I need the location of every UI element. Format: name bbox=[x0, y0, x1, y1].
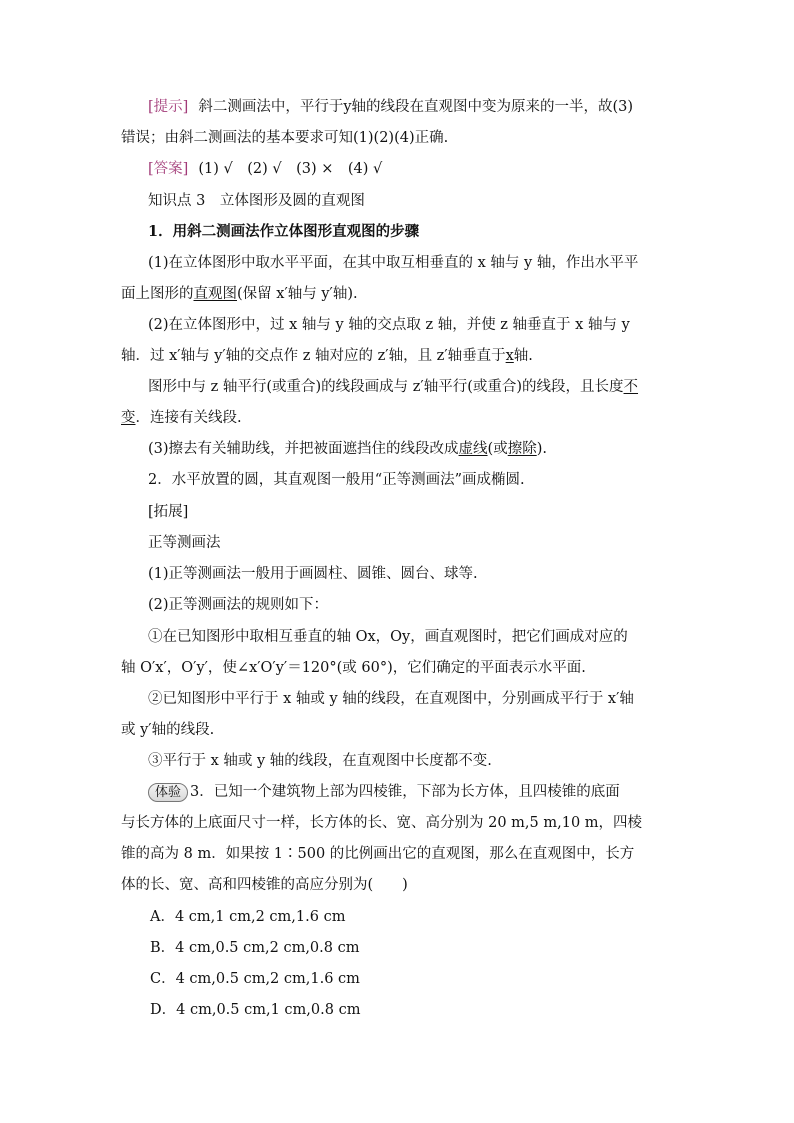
step1-p1-text-end: (保留 x′轴与 y′轴). bbox=[237, 286, 358, 302]
hint-label: [提示] bbox=[148, 99, 189, 115]
exercise-badge: 体验 bbox=[148, 783, 188, 802]
step1-p2-text-end: 轴. bbox=[513, 348, 533, 364]
extend-item-1-line2: 轴 O′x′，O′y′，使∠x′O′y′＝120°(或 60°)，它们确定的平面表示水平面. bbox=[121, 660, 586, 676]
answer-line bbox=[148, 159, 382, 179]
step1-p1-line1: (1)在立体图形中取水平平面，在其中取互相垂直的 x 轴与 y 轴，作出水平平 bbox=[148, 255, 639, 271]
extend-rule-1: (1)正等测画法一般用于画圆柱、圆锥、圆台、球等. bbox=[148, 566, 478, 582]
step1-p2-line2 bbox=[121, 346, 533, 366]
exercise-line-1 bbox=[148, 782, 620, 802]
option-b: B．4 cm,0.5 cm,2 cm,0.8 cm bbox=[150, 940, 360, 956]
exercise-line-4: 体的长、宽、高和四棱锥的高应分别为( ) bbox=[121, 877, 408, 893]
hint-line-1 bbox=[148, 97, 633, 117]
underlined-term: 虚线 bbox=[458, 441, 488, 457]
extend-label: [拓展] bbox=[148, 504, 189, 520]
underlined-term: 变 bbox=[121, 410, 136, 426]
answer-text: (1) √ (2) √ (3) × (4) √ bbox=[198, 161, 383, 177]
step2-text: 2．水平放置的圆，其直观图一般用“正等测画法”画成椭圆. bbox=[148, 472, 525, 488]
knowledge-heading: 知识点 3 立体图形及圆的直观图 bbox=[148, 193, 365, 209]
step1-p4 bbox=[148, 439, 547, 459]
extend-item-2-line2: 或 y′轴的线段. bbox=[121, 722, 215, 738]
underlined-term: 直观图 bbox=[193, 286, 237, 302]
step1-p4-text-mid: (或 bbox=[487, 441, 508, 457]
option-c: C．4 cm,0.5 cm,2 cm,1.6 cm bbox=[150, 971, 360, 987]
extend-item-1-line1: ①在已知图形中取相互垂直的轴 Ox，Oy，画直观图时，把它们画成对应的 bbox=[148, 629, 628, 645]
underlined-term: x bbox=[505, 348, 514, 364]
answer-label: [答案] bbox=[148, 161, 189, 177]
step1-heading: 1．用斜二测画法作立体图形直观图的步骤 bbox=[148, 223, 420, 240]
exercise-question-1: 3．已知一个建筑物上部为四棱锥，下部为长方体，且四棱锥的底面 bbox=[190, 784, 620, 800]
extend-item-2-line1: ②已知图形中平行于 x 轴或 y 轴的线段，在直观图中，分别画成平行于 x′轴 bbox=[148, 691, 634, 707]
exercise-line-3: 锥的高为 8 m．如果按 1∶500 的比例画出它的直观图，那么在直观图中，长方 bbox=[121, 846, 635, 862]
extend-title: 正等测画法 bbox=[148, 535, 221, 551]
hint-line-2: 错误；由斜二测画法的基本要求可知(1)(2)(4)正确. bbox=[121, 130, 449, 146]
underlined-term: 擦除 bbox=[507, 441, 537, 457]
step1-p4-text-end: ). bbox=[536, 441, 547, 457]
step1-p2-text: 轴．过 x′轴与 y′轴的交点作 z 轴对应的 z′轴，且 z′轴垂直于 bbox=[121, 348, 506, 364]
step1-p3-text: 图形中与 z 轴平行(或重合)的线段画成与 z′轴平行(或重合)的线段，且长度 bbox=[148, 379, 624, 395]
option-a: A．4 cm,1 cm,2 cm,1.6 cm bbox=[150, 909, 346, 925]
extend-item-3: ③平行于 x 轴或 y 轴的线段，在直观图中长度都不变. bbox=[148, 753, 492, 769]
step1-p1-text: 面上图形的 bbox=[121, 286, 194, 302]
step1-p3-line1 bbox=[148, 377, 638, 397]
exercise-line-2: 与长方体的上底面尺寸一样，长方体的长、宽、高分别为 20 m,5 m,10 m，四棱 bbox=[121, 815, 643, 831]
step1-p1-line2 bbox=[121, 284, 358, 304]
extend-rule-2: (2)正等测画法的规则如下： bbox=[148, 597, 329, 613]
step1-p2-line1: (2)在立体图形中，过 x 轴与 y 轴的交点取 z 轴，并使 z 轴垂直于 x 轴与 y bbox=[148, 317, 630, 333]
step1-p3-text-end: ．连接有关线段. bbox=[135, 410, 242, 426]
option-d: D．4 cm,0.5 cm,1 cm,0.8 cm bbox=[150, 1002, 361, 1018]
hint-text-1: 斜二测画法中，平行于y轴的线段在直观图中变为原来的一半，故(3) bbox=[198, 99, 634, 115]
step1-p4-text: (3)擦去有关辅助线，并把被面遮挡住的线段改成 bbox=[148, 441, 459, 457]
step1-p3-line2 bbox=[121, 408, 242, 428]
underlined-term: 不 bbox=[623, 379, 639, 395]
